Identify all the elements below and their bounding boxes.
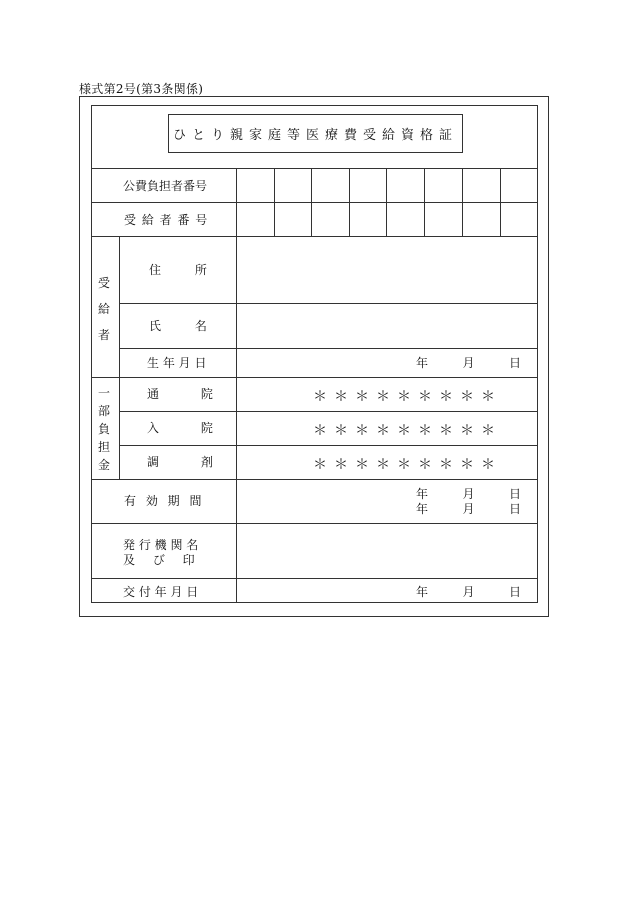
year-unit: 年 [416,502,429,516]
month-unit: 月 [462,585,475,599]
divider [91,236,538,237]
inpatient-label: 入 院 [147,421,213,435]
issuer-label-line1: 発 行 機 関 名 [123,538,199,552]
name-label: 氏 名 [149,319,207,333]
recipient-group-label: 受 給 者 [97,276,110,342]
number-cell-divider [311,168,312,236]
birthdate-value [416,356,521,370]
divider [91,202,538,203]
month-unit: 月 [462,356,475,370]
year-unit: 年 [416,487,429,501]
payer-number-label: 公費負担者番号 [123,179,208,193]
divider [119,303,538,304]
day-unit: 日 [508,502,521,516]
number-cell-divider [274,168,275,236]
birthdate-label: 生 年 月 日 [147,356,207,370]
dispensing-label: 調 剤 [147,455,213,469]
divider [91,168,538,169]
number-cell-divider [424,168,425,236]
address-label: 住 所 [149,263,207,277]
divider [236,168,237,603]
divider [119,348,538,349]
number-cell-divider [349,168,350,236]
issue-date-value [416,585,521,599]
divider [91,578,538,579]
validity-label: 有 効 期 間 [124,494,205,508]
month-unit: 月 [462,487,475,501]
day-unit: 日 [508,356,521,370]
dispensing-masked-value: ＊＊＊＊＊＊＊＊＊ [313,457,502,473]
outpatient-masked-value: ＊＊＊＊＊＊＊＊＊ [313,389,502,405]
divider [91,523,538,524]
validity-end-date [416,502,521,516]
form-caption: 様式第2号(第3条関係) [79,82,204,96]
month-unit: 月 [462,502,475,516]
day-unit: 日 [508,487,521,501]
day-unit: 日 [508,585,521,599]
year-unit: 年 [416,585,429,599]
divider [119,445,538,446]
number-cell-divider [462,168,463,236]
divider [91,479,538,480]
number-cell-divider [386,168,387,236]
divider [91,377,538,378]
year-unit: 年 [416,356,429,370]
recipient-number-label: 受 給 者 番 号 [124,213,209,227]
inpatient-masked-value: ＊＊＊＊＊＊＊＊＊ [313,423,502,439]
issue-date-label: 交 付 年 月 日 [123,585,199,599]
validity-start-date [416,487,521,501]
certificate-title: ひとり親家庭等医療費受給資格証 [168,114,463,153]
divider [119,236,120,479]
number-cell-divider [500,168,501,236]
outpatient-label: 通 院 [147,387,213,401]
copay-group-label: 一 部 負 担 金 [97,386,110,472]
divider [119,411,538,412]
issuer-label-line2: 及 び 印 [123,553,195,567]
